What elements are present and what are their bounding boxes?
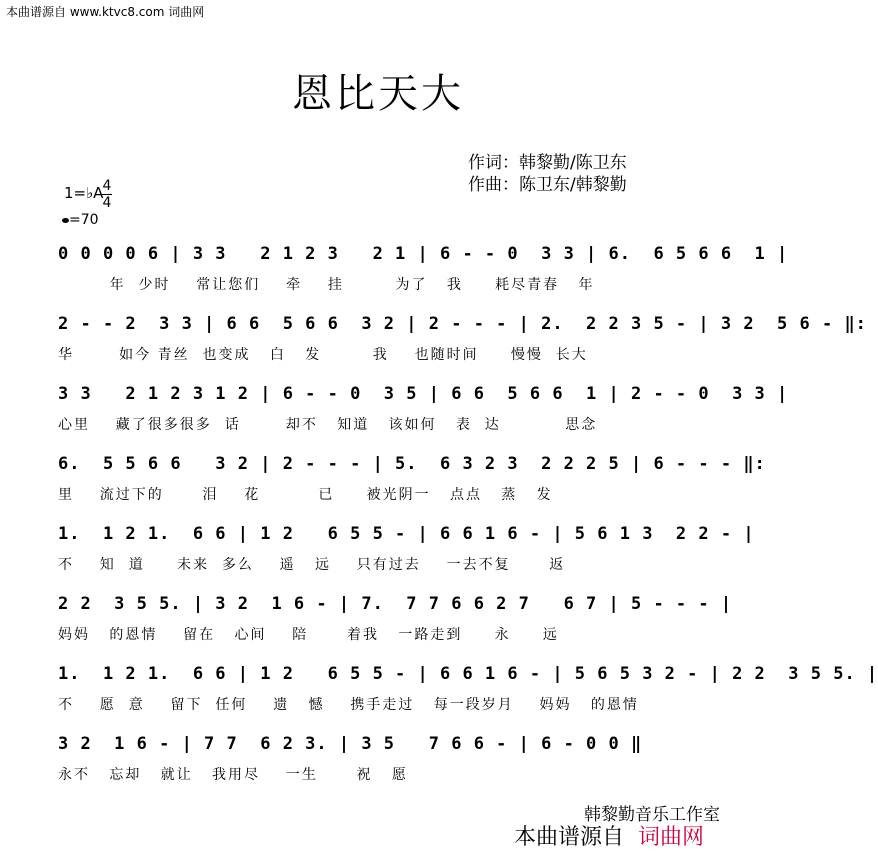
song-title: 恩比天大 bbox=[292, 71, 464, 117]
lyric-line: 不 愿 意 留下 任何 遗 憾 携手走过 每一段岁月 妈妈 的恩情 bbox=[58, 697, 639, 713]
notation-line: 2 - - 2 3 3 | 6 6 5 6 6 3 2 | 2 - - - | 2. 2 2 3 5 - | 3 2 5 6 - ‖: bbox=[58, 314, 867, 334]
watermark-header: 本曲谱源自 www.ktvc8.com 词曲网 bbox=[6, 5, 205, 19]
studio-credit: 韩黎勤音乐工作室 bbox=[584, 805, 720, 825]
quarter-note-icon bbox=[62, 218, 69, 223]
lyric-line: 不 知 道 未来 多么 遥 远 只有过去 一去不复 返 bbox=[58, 557, 566, 573]
staff-system-6 bbox=[58, 594, 733, 644]
time-signature-bottom: 4 bbox=[102, 195, 112, 211]
notation-line: 0 0 0 0 6 | 3 3 2 1 2 3 2 1 | 6 - - 0 3 3 | 6. 6 5 6 6 1 | bbox=[58, 244, 789, 264]
lyricist-credit: 作词：韩黎勤/陈卫东 bbox=[468, 153, 627, 173]
footer-brand-site: 词曲网 bbox=[638, 825, 705, 850]
footer-brand-source: 本曲谱源自 bbox=[514, 825, 625, 850]
key-signature: 1=♭A bbox=[64, 184, 104, 202]
staff-system-3 bbox=[58, 384, 789, 434]
staff-system-1 bbox=[58, 244, 789, 294]
notation-line: 1. 1 2 1. 6 6 | 1 2 6 5 5 - | 6 6 1 6 - | 5 6 1 3 2 2 - | bbox=[58, 524, 755, 544]
staff-system-5 bbox=[58, 524, 755, 574]
time-signature bbox=[102, 178, 112, 211]
notation-line: 2 2 3 5 5. | 3 2 1 6 - | 7. 7 7 6 6 2 7 6 7 | 5 - - - | bbox=[58, 594, 733, 614]
lyric-line: 心里 藏了很多很多 话 却不 知道 该如何 表 达 思念 bbox=[58, 417, 598, 433]
notation-line: 3 2 1 6 - | 7 7 6 2 3. | 3 5 7 6 6 - | 6 - 0 0 ‖ bbox=[58, 734, 643, 754]
lyric-line: 妈妈 的恩情 留在 心间 陪 着我 一路走到 永 远 bbox=[58, 627, 559, 643]
lyric-line: 里 流过下的 泪 花 已 被光阴一 点点 蒸 发 bbox=[58, 487, 553, 503]
composer-credit: 作曲：陈卫东/韩黎勤 bbox=[468, 175, 627, 195]
lyric-line: 年 少时 常让您们 牵 挂 为了 我 耗尽青春 年 bbox=[58, 277, 595, 293]
notation-line: 1. 1 2 1. 6 6 | 1 2 6 5 5 - | 6 6 1 6 - | 5 6 5 3 2 - | 2 2 3 5 5. | bbox=[58, 664, 878, 684]
staff-system-8 bbox=[58, 734, 703, 784]
lyric-line: 华 如今 青丝 也变成 白 发 我 也随时间 慢慢 长大 bbox=[58, 347, 588, 363]
footer-brand bbox=[514, 820, 704, 851]
staff-system-7 bbox=[58, 664, 878, 714]
credits bbox=[468, 152, 627, 196]
staff-system-4 bbox=[58, 454, 766, 504]
tempo-marking bbox=[62, 212, 99, 228]
tempo-value: =70 bbox=[69, 212, 99, 228]
notation-line: 3 3 2 1 2 3 1 2 | 6 - - 0 3 5 | 6 6 5 6 6 1 | 2 - - 0 3 3 | bbox=[58, 384, 789, 404]
staff-system-2 bbox=[58, 314, 867, 364]
lyric-line: 永不 忘却 就让 我用尽 一生 祝 愿 bbox=[58, 767, 408, 783]
notation-line: 6. 5 5 6 6 3 2 | 2 - - - | 5. 6 3 2 3 2 2 2 5 | 6 - - - ‖: bbox=[58, 454, 766, 474]
time-signature-top: 4 bbox=[102, 178, 112, 194]
